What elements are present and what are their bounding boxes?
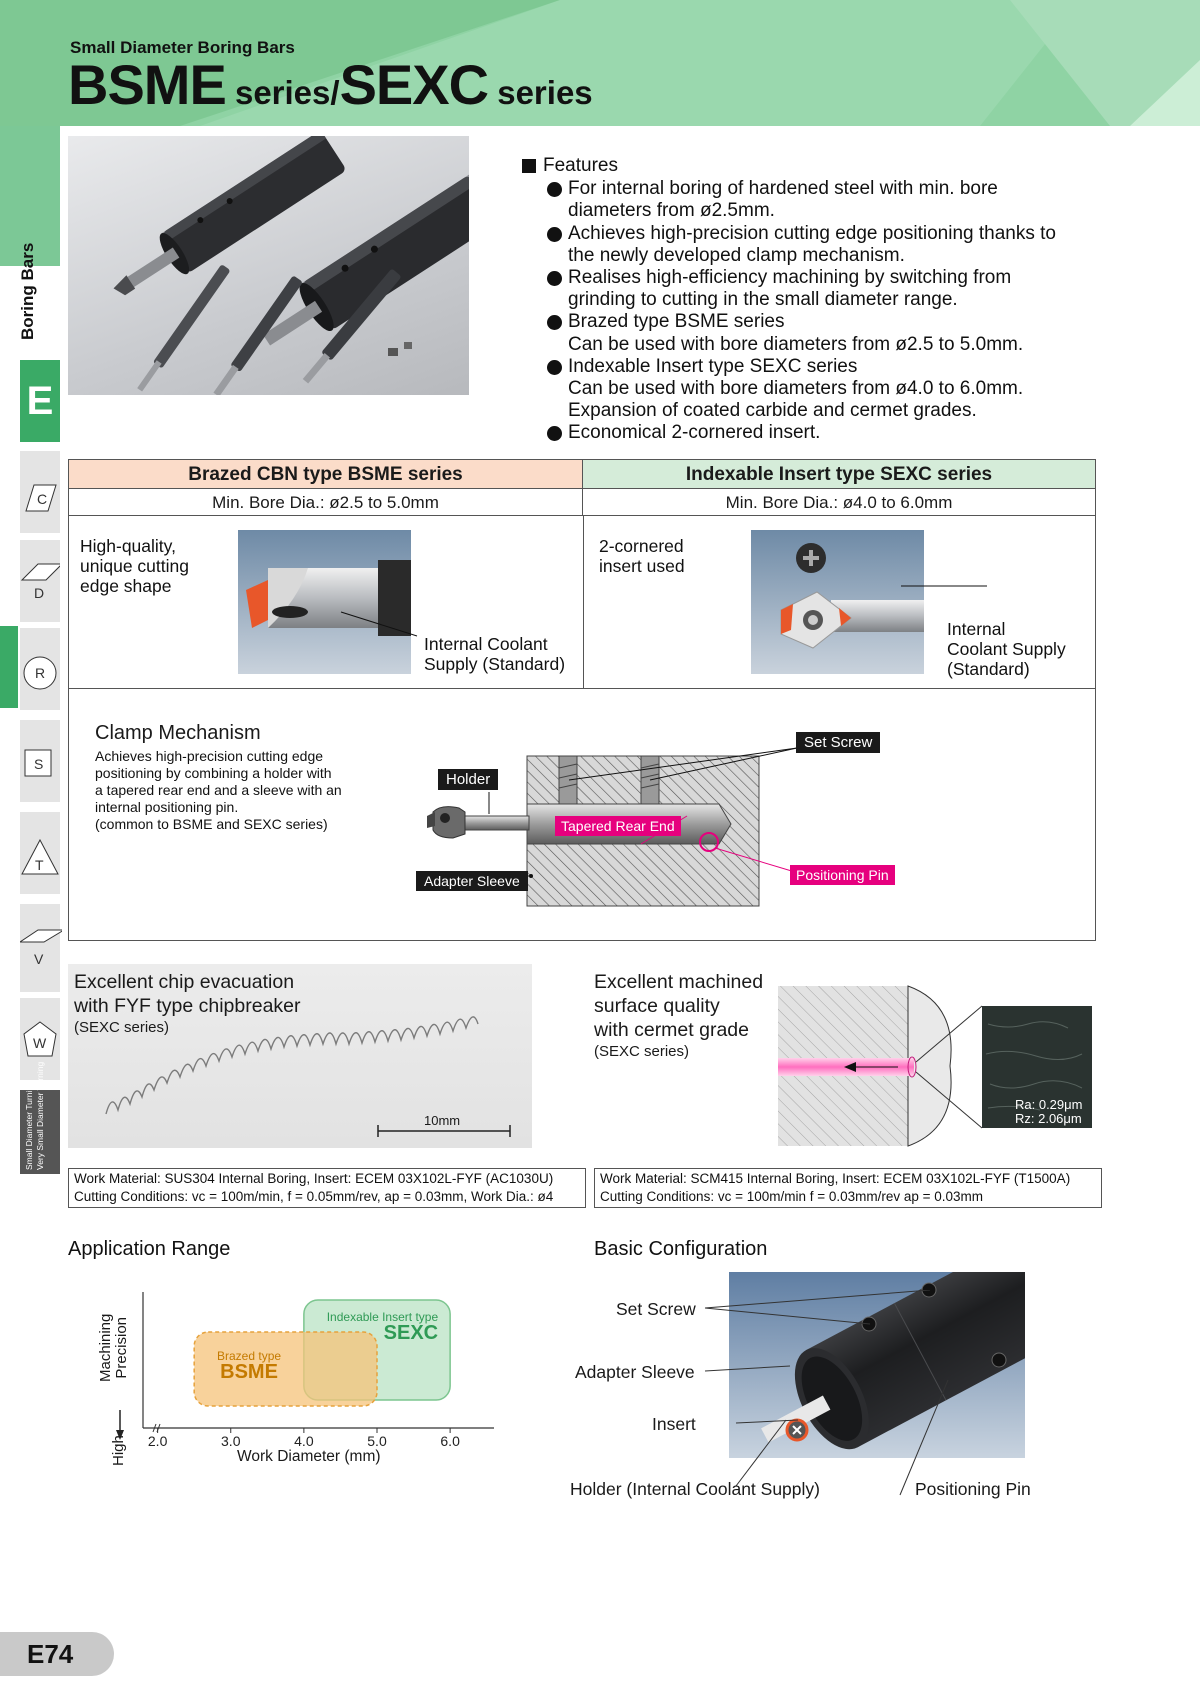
x-tick-label: 4.0 <box>294 1433 314 1449</box>
label-holder: Holder <box>438 769 498 790</box>
feature-line: the newly developed clamp mechanism. <box>568 244 905 266</box>
rz-value: Rz: 2.06μm <box>1015 1111 1082 1126</box>
feature-line: Expansion of coated carbide and cermet grades. <box>568 400 977 422</box>
title-series-1: series/ <box>225 74 340 111</box>
surface-conditions <box>594 1168 1102 1208</box>
features-list <box>522 155 1122 445</box>
sexc-desc-line: 2-cornered <box>599 536 684 556</box>
tab-letter-v: V <box>34 951 44 967</box>
label-holder-config: Holder (Internal Coolant Supply) <box>570 1479 820 1499</box>
label-positioning-pin: Positioning Pin <box>790 865 895 885</box>
feature-line: Brazed type BSME series <box>568 311 785 333</box>
clamp-desc-line: positioning by combining a holder with <box>95 765 332 781</box>
surface-title <box>594 970 763 1042</box>
app-range-chart <box>94 1280 514 1470</box>
c-shape-icon <box>20 451 60 533</box>
title-bsme: BSME <box>68 53 226 116</box>
side-accent <box>0 626 18 708</box>
side-tab-small-diameter[interactable] <box>20 1061 60 1174</box>
sexc-big-label: SEXC <box>383 1322 439 1344</box>
v-shape-icon <box>20 904 62 992</box>
sexc-callout-line-text: (Standard) <box>947 659 1030 679</box>
title-series-2: series <box>488 74 593 111</box>
sexc-min-bore: Min. Bore Dia.: ø4.0 to 6.0mm <box>583 489 1095 516</box>
sexc-small-label: Indexable Insert type <box>326 1310 439 1324</box>
clamp-desc <box>95 748 342 833</box>
page-title <box>68 52 593 117</box>
tab-letter-c: C <box>37 491 48 507</box>
feature-item <box>546 422 1122 444</box>
sexc-callout-line-text: Internal <box>947 619 1006 639</box>
chip-title <box>74 970 301 1018</box>
table-divider <box>69 688 1095 689</box>
clamp-desc-line: Achieves high-precision cutting edge <box>95 748 324 764</box>
feature-item <box>546 356 1122 423</box>
sexc-callout <box>947 619 1066 679</box>
surface-note-line: Work Material: SCM415 Internal Boring, Insert: ECEM 03X102L-FYF (T1500A) <box>600 1171 1071 1186</box>
category-label-text: Boring Bars <box>18 242 37 340</box>
bsme-small-label: Brazed type <box>217 1349 282 1363</box>
bsme-callout <box>424 634 565 674</box>
tab-letter-s: S <box>34 756 44 772</box>
label-positioning-pin-config: Positioning Pin <box>915 1479 1031 1499</box>
chip-note-line: Cutting Conditions: vc = 100m/min, f = 0.05mm/rev, ap = 0.03mm, Work Dia.: ø4 <box>74 1189 554 1204</box>
tab-letter-d: D <box>34 585 45 601</box>
label-adapter-sleeve-config: Adapter Sleeve <box>575 1362 695 1382</box>
chip-note-line: Work Material: SUS304 Internal Boring, Insert: ECEM 03X102L-FYF (AC1030U) <box>74 1171 554 1186</box>
label-adapter-sleeve: Adapter Sleeve <box>416 871 528 891</box>
sexc-insert-image <box>751 530 924 674</box>
x-tick-label: 6.0 <box>440 1433 460 1449</box>
d-shape-icon <box>20 540 60 622</box>
side-tab-d[interactable] <box>20 540 60 622</box>
side-tab-v[interactable] <box>20 904 60 992</box>
side-bottom-label-2: Very Small Diameter Turning <box>35 1061 45 1170</box>
side-tab-s[interactable] <box>20 720 60 802</box>
sexc-header: Indexable Insert type SEXC series <box>583 460 1095 489</box>
app-range-title: Application Range <box>68 1238 231 1260</box>
surface-note-line: Cutting Conditions: vc = 100m/min f = 0.03mm/rev ap = 0.03mm <box>600 1189 984 1204</box>
side-bottom-label-1: Small Diameter Turning <box>24 1081 34 1170</box>
tab-letter-r: R <box>35 665 46 681</box>
side-tab-active[interactable]: E <box>20 360 60 442</box>
side-tab-r[interactable] <box>20 628 60 710</box>
feature-line: grinding to cutting in the small diameter range. <box>568 289 958 311</box>
surface-title-line: Excellent machined <box>594 971 764 993</box>
chip-conditions <box>68 1168 586 1208</box>
label-set-screw-config: Set Screw <box>616 1299 696 1319</box>
feature-item <box>546 178 1122 222</box>
app-ylabel-text <box>98 1314 130 1382</box>
title-sexc: SEXC <box>339 53 489 116</box>
table-divider <box>583 516 584 688</box>
comparison-table <box>68 459 1096 941</box>
bsme-callout-line-text: Supply (Standard) <box>424 654 566 674</box>
feature-line: diameters from ø2.5mm. <box>568 200 775 222</box>
basic-config-title: Basic Configuration <box>594 1238 768 1260</box>
bsme-desc <box>80 536 189 596</box>
app-range-svg <box>94 1280 514 1470</box>
product-photo <box>68 136 469 395</box>
app-xlabel: Work Diameter (mm) <box>237 1448 381 1465</box>
feature-item <box>546 223 1122 267</box>
bsme-big-label: BSME <box>220 1361 278 1383</box>
feature-line: For internal boring of hardened steel with min. bore <box>568 178 998 200</box>
x-tick-label: 5.0 <box>367 1433 387 1449</box>
chip-title-line: Excellent chip evacuation <box>74 971 295 993</box>
ylabel-line: Precision <box>113 1316 130 1379</box>
bsme-tip-image <box>238 530 411 674</box>
features-heading-text: Features <box>543 155 618 176</box>
y-high-label: High <box>110 1435 127 1466</box>
sexc-callout-line <box>899 582 989 592</box>
surface-roughness <box>1015 1098 1082 1126</box>
label-set-screw: Set Screw <box>796 732 880 753</box>
surface-title-line: with cermet grade <box>594 1019 749 1041</box>
features-items <box>546 178 1122 444</box>
feature-item <box>546 311 1122 355</box>
bsme-min-bore: Min. Bore Dia.: ø2.5 to 5.0mm <box>69 489 583 516</box>
surface-series: (SEXC series) <box>594 1043 690 1060</box>
clamp-desc-line: (common to BSME and SEXC series) <box>95 816 328 832</box>
page-subtitle: Small Diameter Boring Bars <box>70 38 295 57</box>
page-number: E74 <box>0 1632 114 1676</box>
square-bullet-icon <box>522 159 536 173</box>
clamp-desc-line: a tapered rear end and a sleeve with an <box>95 782 342 798</box>
ylabel-line: Machining <box>97 1313 114 1382</box>
label-insert-config: Insert <box>652 1414 696 1434</box>
bsme-desc-line: unique cutting <box>80 556 189 576</box>
sexc-desc-line: insert used <box>599 556 685 576</box>
ra-value: Ra: 0.29μm <box>1015 1097 1083 1112</box>
sexc-callout-line-text: Coolant Supply <box>947 639 1066 659</box>
r-shape-icon <box>20 628 60 710</box>
clamp-desc-line: internal positioning pin. <box>95 799 239 815</box>
bsme-range-label <box>204 1350 294 1382</box>
bsme-desc-line: edge shape <box>80 576 172 596</box>
label-tapered-rear-end: Tapered Rear End <box>555 816 681 836</box>
clamp-title: Clamp Mechanism <box>95 722 261 744</box>
surface-title-line: surface quality <box>594 995 720 1017</box>
features-heading <box>522 155 1122 177</box>
bsme-callout-line-text: Internal Coolant <box>424 634 548 654</box>
bsme-desc-line: High-quality, <box>80 536 176 556</box>
tab-letter-w: W <box>33 1035 47 1051</box>
side-bottom-labels <box>24 1062 46 1170</box>
chip-scale-label: 10mm <box>424 1113 461 1128</box>
side-tab-c[interactable] <box>20 451 60 533</box>
feature-item <box>546 267 1122 311</box>
sexc-desc <box>599 536 685 576</box>
chip-title-line: with FYF type chipbreaker <box>74 995 301 1017</box>
t-shape-icon <box>20 812 60 894</box>
feature-line: Achieves high-precision cutting edge positioning thanks to <box>568 222 1056 244</box>
bsme-header: Brazed CBN type BSME series <box>69 460 583 489</box>
x-tick-label: 3.0 <box>221 1433 241 1449</box>
feature-line: Economical 2-cornered insert. <box>568 422 821 444</box>
bsme-callout-line <box>339 610 419 640</box>
tab-letter-t: T <box>35 857 44 873</box>
side-tab-t[interactable] <box>20 812 60 894</box>
feature-line: Realises high-efficiency machining by switching from <box>568 267 1012 289</box>
sexc-range-label <box>312 1311 438 1343</box>
s-shape-icon <box>20 720 60 802</box>
x-tick-label: 2.0 <box>147 1433 168 1449</box>
feature-line: Can be used with bore diameters from ø2.5 to 5.0mm. <box>568 333 1024 355</box>
feature-line: Indexable Insert type SEXC series <box>568 355 858 377</box>
feature-line: Can be used with bore diameters from ø4.0 to 6.0mm. <box>568 378 1024 400</box>
chip-series: (SEXC series) <box>74 1019 170 1036</box>
